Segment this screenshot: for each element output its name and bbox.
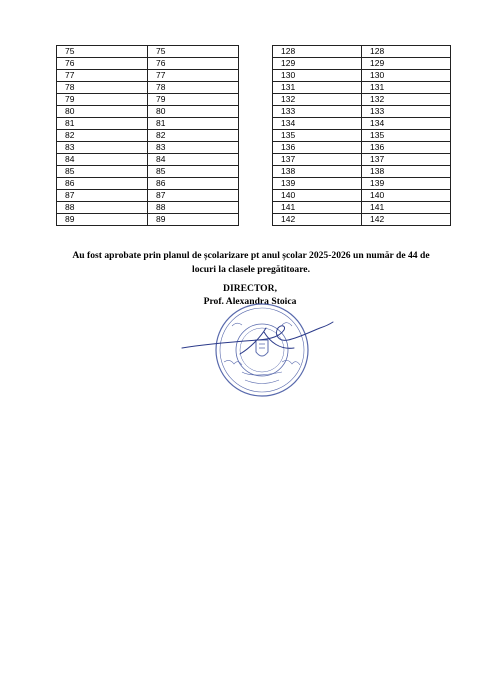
table-row bbox=[273, 166, 451, 178]
table-cell: 89 bbox=[57, 214, 148, 226]
table-cell: 88 bbox=[57, 202, 148, 214]
director-signature bbox=[180, 318, 335, 358]
table-row bbox=[57, 166, 239, 178]
table-cell: 82 bbox=[148, 130, 239, 142]
table-row bbox=[273, 70, 451, 82]
table-cell: 134 bbox=[273, 118, 362, 130]
table-row bbox=[57, 214, 239, 226]
table-row bbox=[57, 82, 239, 94]
table-row bbox=[273, 214, 451, 226]
table-cell: 129 bbox=[273, 58, 362, 70]
table-cell: 84 bbox=[57, 154, 148, 166]
table-row bbox=[57, 178, 239, 190]
table-row bbox=[273, 142, 451, 154]
table-cell: 131 bbox=[362, 82, 451, 94]
table-cell: 140 bbox=[273, 190, 362, 202]
table-cell: 135 bbox=[362, 130, 451, 142]
table-cell: 128 bbox=[362, 46, 451, 58]
table-cell: 138 bbox=[362, 166, 451, 178]
table-cell: 133 bbox=[273, 106, 362, 118]
table-cell: 141 bbox=[273, 202, 362, 214]
table-row bbox=[57, 106, 239, 118]
table-row bbox=[273, 46, 451, 58]
table-right bbox=[272, 45, 451, 226]
table-cell: 140 bbox=[362, 190, 451, 202]
table-cell: 81 bbox=[148, 118, 239, 130]
table-cell: 85 bbox=[57, 166, 148, 178]
table-row bbox=[57, 142, 239, 154]
table-cell: 85 bbox=[148, 166, 239, 178]
approval-note bbox=[56, 249, 446, 277]
table-cell: 131 bbox=[273, 82, 362, 94]
table-cell: 75 bbox=[57, 46, 148, 58]
table-cell: 78 bbox=[148, 82, 239, 94]
table-cell: 134 bbox=[362, 118, 451, 130]
approval-note-line-1: Au fost aprobate prin planul de școlarizare pt anul școlar 2025-2026 un număr de 44 de bbox=[72, 250, 430, 261]
table-row bbox=[273, 202, 451, 214]
table-row bbox=[273, 82, 451, 94]
table-row bbox=[57, 94, 239, 106]
director-title: DIRECTOR, bbox=[223, 283, 277, 294]
table-row bbox=[57, 130, 239, 142]
table-row bbox=[57, 154, 239, 166]
table-row bbox=[273, 118, 451, 130]
table-cell: 137 bbox=[273, 154, 362, 166]
table-cell: 76 bbox=[148, 58, 239, 70]
director-name: Prof. Alexandra Stoica bbox=[203, 296, 297, 307]
table-row bbox=[273, 106, 451, 118]
table-cell: 89 bbox=[148, 214, 239, 226]
table-cell: 132 bbox=[273, 94, 362, 106]
table-cell: 83 bbox=[148, 142, 239, 154]
table-cell: 77 bbox=[57, 70, 148, 82]
table-cell: 141 bbox=[362, 202, 451, 214]
table-cell: 139 bbox=[273, 178, 362, 190]
table-row bbox=[57, 118, 239, 130]
table-row bbox=[273, 178, 451, 190]
table-row bbox=[57, 190, 239, 202]
table-row bbox=[273, 154, 451, 166]
table-cell: 128 bbox=[273, 46, 362, 58]
table-cell: 137 bbox=[362, 154, 451, 166]
table-cell: 142 bbox=[273, 214, 362, 226]
table-row bbox=[273, 94, 451, 106]
table-cell: 78 bbox=[57, 82, 148, 94]
table-cell: 133 bbox=[362, 106, 451, 118]
table-cell: 76 bbox=[57, 58, 148, 70]
table-cell: 82 bbox=[57, 130, 148, 142]
table-cell: 84 bbox=[148, 154, 239, 166]
table-row bbox=[57, 202, 239, 214]
table-left bbox=[56, 45, 239, 226]
table-cell: 83 bbox=[57, 142, 148, 154]
table-cell: 132 bbox=[362, 94, 451, 106]
table-row bbox=[273, 130, 451, 142]
table-cell: 79 bbox=[57, 94, 148, 106]
table-cell: 135 bbox=[273, 130, 362, 142]
table-cell: 80 bbox=[57, 106, 148, 118]
table-cell: 136 bbox=[273, 142, 362, 154]
table-cell: 130 bbox=[362, 70, 451, 82]
table-cell: 86 bbox=[148, 178, 239, 190]
table-cell: 77 bbox=[148, 70, 239, 82]
table-row bbox=[57, 70, 239, 82]
table-cell: 139 bbox=[362, 178, 451, 190]
table-cell: 88 bbox=[148, 202, 239, 214]
table-cell: 80 bbox=[148, 106, 239, 118]
table-cell: 87 bbox=[148, 190, 239, 202]
table-row bbox=[273, 190, 451, 202]
table-cell: 136 bbox=[362, 142, 451, 154]
table-cell: 86 bbox=[57, 178, 148, 190]
table-row bbox=[57, 46, 239, 58]
table-cell: 75 bbox=[148, 46, 239, 58]
table-cell: 79 bbox=[148, 94, 239, 106]
approval-note-line-2: locuri la clasele pregătitoare. bbox=[192, 264, 310, 275]
table-row bbox=[273, 58, 451, 70]
table-cell: 129 bbox=[362, 58, 451, 70]
table-cell: 142 bbox=[362, 214, 451, 226]
table-row bbox=[57, 58, 239, 70]
table-cell: 130 bbox=[273, 70, 362, 82]
table-cell: 138 bbox=[273, 166, 362, 178]
table-cell: 81 bbox=[57, 118, 148, 130]
table-cell: 87 bbox=[57, 190, 148, 202]
